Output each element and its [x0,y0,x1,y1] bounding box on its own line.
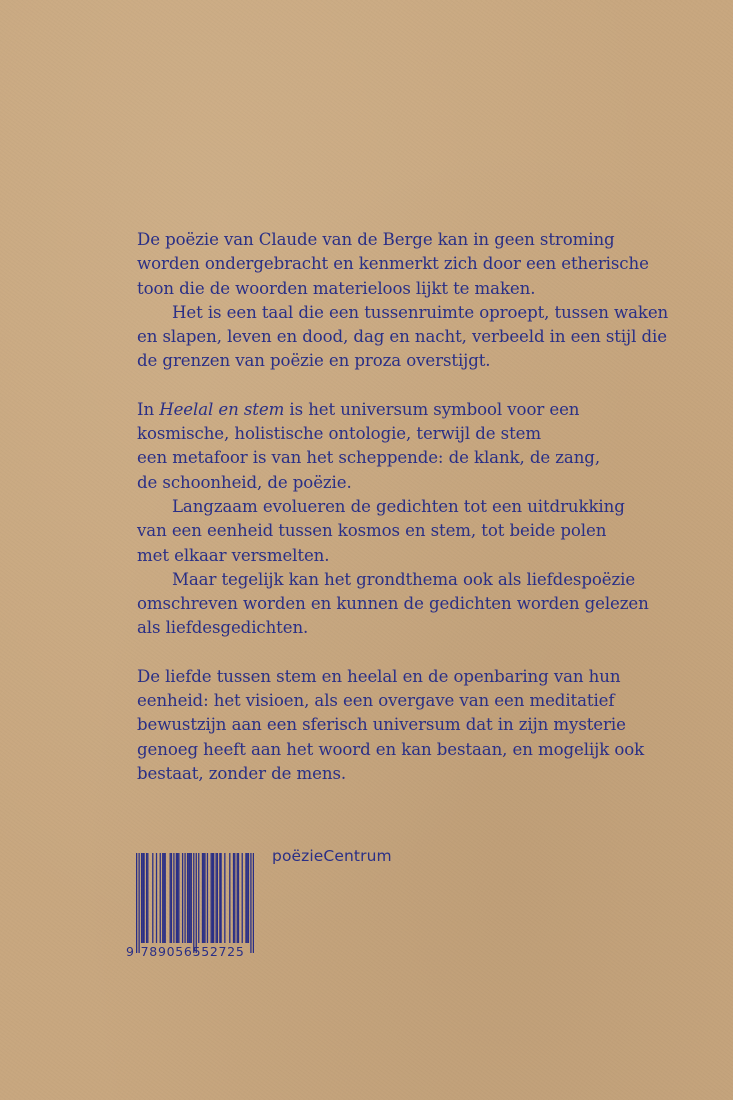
barcode-bar [163,853,164,943]
blurb-line: Het is een taal die een tussenruimte oproept, tussen waken [172,302,669,322]
barcode-bar [189,853,190,943]
barcode-bar [142,853,143,943]
blurb-line: Langzaam evolueren de gedichten tot een uitdrukking [172,496,625,516]
blurb-line: De poëzie van Claude van de Berge kan in geen stroming [137,230,615,249]
blurb-line: toon die de woorden materieloos lijkt te maken. [137,278,536,298]
barcode-bar [173,853,174,943]
blurb-line: genoeg heeft aan het woord en kan bestaan, en mogelijk ook [137,739,645,759]
blurb-line: de grenzen van poëzie en proza overstijgt. [137,351,491,371]
barcode-bar [193,853,194,953]
barcode-bar [234,853,235,943]
isbn-first-digit: 9 [126,944,135,959]
barcode-bar [204,853,205,943]
blurb-line: van een eenheid tussen kosmos en stem, tot beide polen [137,521,607,541]
barcode-bar [152,853,153,943]
isbn-number [126,944,245,959]
barcode-bar [177,853,178,943]
barcode-bar [187,853,188,943]
barcode-bar [229,853,230,943]
barcode-bar [237,853,238,943]
barcode-bar [171,853,172,943]
barcode-bar [211,853,212,943]
publisher-logo: poëzieCentrum [272,847,392,865]
barcode-bar [160,853,161,943]
barcode-bars [136,853,254,953]
barcode-bar [247,853,248,943]
barcode-bar [143,853,144,943]
barcode-bar [224,853,225,943]
blurb-line: bestaat, zonder de mens. [137,763,347,783]
barcode-bar [215,853,216,943]
barcode-bar [184,853,185,943]
blurb-line: met elkaar versmelten. [137,545,330,565]
barcode-bar [250,853,251,953]
barcode-bar [245,853,246,943]
barcode-bar [203,853,204,943]
back-cover-blurb [137,228,669,786]
blurb-line [137,398,657,422]
barcode-bar [147,853,148,943]
blurb-line: omschreven worden en kunnen de gedichten worden gelezen [137,594,649,614]
blurb-line: als liefdesgedichten. [137,618,309,638]
blurb-line: Maar tegelijk kan het grondthema ook als liefdespoëzie [172,569,636,589]
blurb-line: een metafoor is van het scheppende: de klank, de zang, [137,448,601,468]
barcode-bar [213,853,214,943]
barcode-bar [188,853,189,943]
barcode-bar [212,853,213,943]
blurb-text: In [137,399,160,419]
barcode-bar [198,853,199,943]
barcode-bar [141,853,142,943]
barcode-bar [202,853,203,943]
barcode-bar [248,853,249,943]
blurb-line: worden ondergebracht en kenmerkt zich door een etherische [137,254,649,274]
barcode-bar [165,853,166,943]
barcode-bar [219,853,220,943]
barcode-bar [146,853,147,943]
barcode-bar [138,853,139,953]
isbn-barcode [126,850,256,965]
blurb-line: kosmische, holistische ontologie, terwijl de stem [137,424,541,444]
isbn-digits: 789056552725 [140,944,245,959]
barcode-bar [196,853,197,953]
blurb-line: eenheid: het visioen, als een overgave van een meditatief [137,691,615,711]
barcode-bar [217,853,218,943]
barcode-bar [176,853,177,943]
barcode-bar [220,853,221,943]
blurb-line: De liefde tussen stem en heelal en de openbaring van hun [137,666,621,686]
barcode-bar [253,853,254,953]
barcode-bar [156,853,157,943]
blurb-line: de schoonheid, de poëzie. [137,472,352,492]
barcode-bar [238,853,239,943]
barcode-bar [162,853,163,943]
barcode-bar [242,853,243,943]
barcode-bar [207,853,208,943]
blurb-text: is het universum symbool voor een [284,399,580,419]
book-title: Heelal en stem [159,399,285,419]
barcode-bar [182,853,183,943]
barcode-bar [170,853,171,943]
barcode-bar [233,853,234,943]
blurb-line: bewustzijn aan een sferisch universum dat in zijn mysterie [137,715,626,735]
barcode-bar [136,853,137,953]
blurb-line: en slapen, leven en dood, dag en nacht, verbeeld in een stijl die [137,327,667,347]
barcode-bar [191,853,192,943]
barcode-bar [178,853,179,943]
